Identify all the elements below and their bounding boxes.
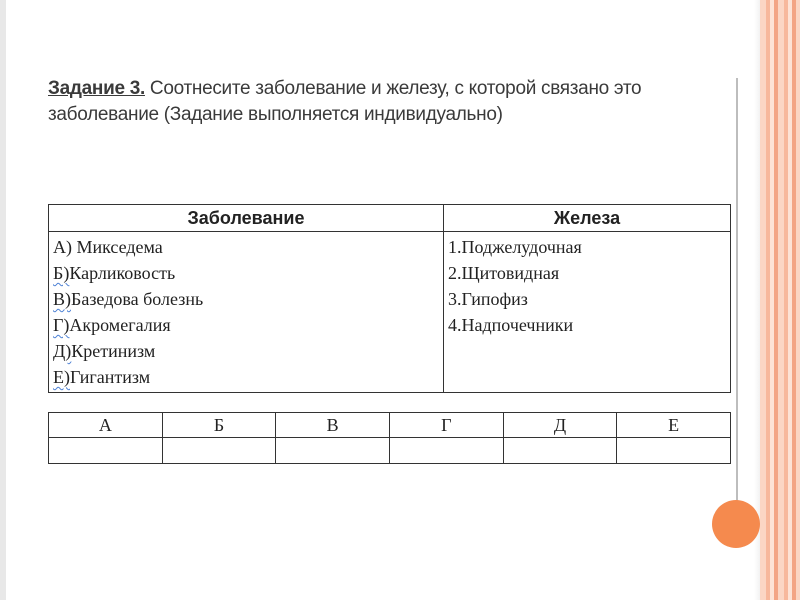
disease-item: [53, 260, 437, 286]
disease-name: Микседема: [76, 237, 163, 257]
disease-name: Базедова болезнь: [71, 289, 204, 309]
decorative-stripes: [760, 0, 800, 600]
disease-item: [53, 338, 437, 364]
disease-prefix: Д): [53, 341, 72, 361]
task-instruction: [48, 76, 718, 128]
answer-letter: В: [276, 413, 390, 438]
disease-prefix: В): [53, 289, 71, 309]
gland-item: 1.Поджелудочная: [448, 237, 582, 257]
gland-item: 4.Надпочечники: [448, 315, 574, 335]
answer-cell[interactable]: [276, 438, 390, 464]
disease-prefix: Б): [53, 263, 70, 283]
disease-item: [53, 312, 437, 338]
answer-cell[interactable]: [162, 438, 276, 464]
answer-letter: Б: [162, 413, 276, 438]
header-disease: Заболевание: [49, 205, 444, 232]
disease-name: Карликовость: [69, 263, 176, 283]
matching-table-header-row: [49, 205, 731, 232]
gland-item: 2.Щитовидная: [448, 263, 560, 283]
disease-item: [53, 234, 437, 260]
answer-letter: Г: [389, 413, 503, 438]
answer-table: [48, 412, 731, 464]
gland-list: [444, 232, 731, 393]
accent-circle: [712, 500, 760, 548]
answer-letters-row: [49, 413, 731, 438]
answer-cell[interactable]: [503, 438, 617, 464]
task-label: Задание 3.: [48, 78, 145, 99]
disease-name: Кретинизм: [71, 341, 156, 361]
disease-name: Гигантизм: [70, 367, 151, 387]
disease-item: [53, 364, 437, 390]
answer-blank-row: [49, 438, 731, 464]
task-body: Соотнесите заболевание и железу, с которой связано это заболевание (Задание выполняется индивидуально): [48, 78, 642, 125]
disease-prefix: Г): [53, 315, 70, 335]
answer-letter: Д: [503, 413, 617, 438]
disease-item: [53, 286, 437, 312]
header-gland: Железа: [444, 205, 731, 232]
disease-name: Акромегалия: [69, 315, 171, 335]
accent-vertical-line: [736, 78, 738, 510]
disease-prefix: Е): [53, 367, 70, 387]
matching-table: [48, 204, 731, 393]
answer-cell[interactable]: [49, 438, 163, 464]
gland-item: 3.Гипофиз: [448, 289, 528, 309]
answer-letter: А: [49, 413, 163, 438]
answer-cell[interactable]: [389, 438, 503, 464]
slide-left-border: [0, 0, 6, 600]
answer-cell[interactable]: [617, 438, 731, 464]
disease-list: [49, 232, 444, 393]
matching-table-body-row: [49, 232, 731, 393]
disease-prefix: А): [53, 237, 77, 257]
answer-letter: Е: [617, 413, 731, 438]
